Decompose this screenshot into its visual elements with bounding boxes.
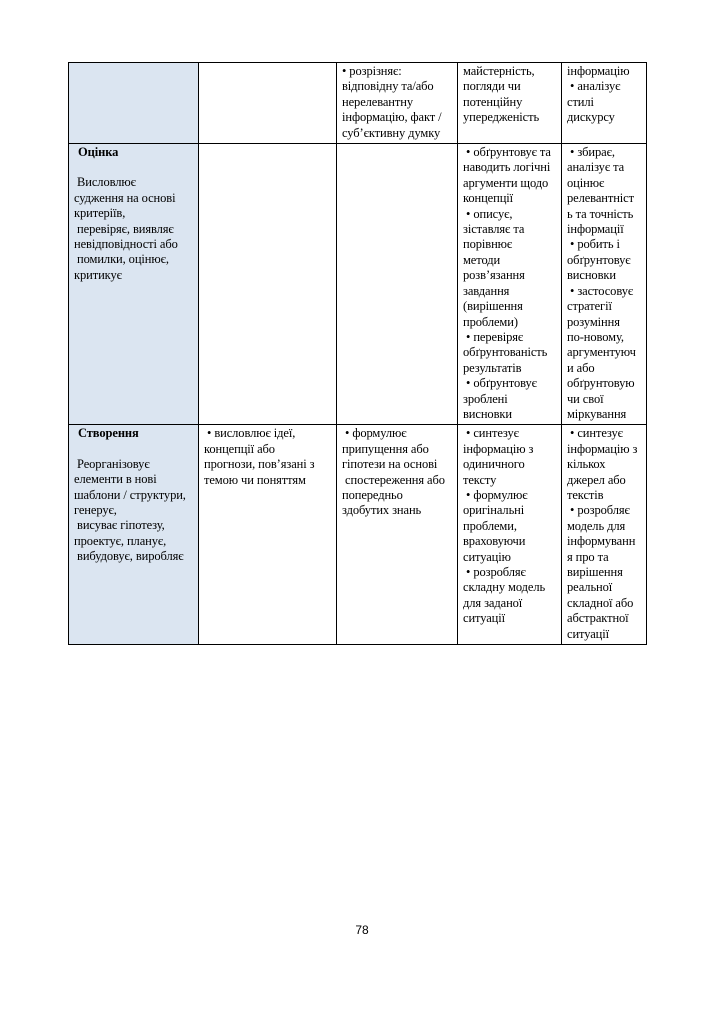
table-cell (199, 63, 337, 144)
cell-text-line: складної або (567, 595, 634, 610)
cell-text-line: (вирішення (463, 299, 523, 314)
cell-text-line: стилі (567, 94, 594, 109)
cell-text-line: • обґрунтовує (463, 376, 537, 391)
table-cell (458, 63, 562, 144)
cell-text-line: здобутих знань (342, 503, 422, 518)
cell-text-line: інформацію з (567, 441, 638, 456)
cell-text-line: абстрактної (567, 611, 629, 626)
page-number: 78 (355, 923, 369, 937)
cell-text-line: • синтезує (463, 426, 519, 441)
category-cell (69, 63, 199, 144)
cell-text-line: ь та точність (567, 206, 634, 221)
cell-text-line: по-новому, (567, 329, 624, 344)
cell-text-line: аналізує та (567, 160, 625, 175)
cell-text-line: розуміння (567, 314, 620, 329)
table-cell (562, 425, 647, 645)
cell-text-line: складну модель (463, 580, 546, 595)
cell-text-line: упередженість (463, 110, 540, 125)
cell-text-line: гіпотези на основі (342, 457, 438, 472)
cell-text-line: обґрунтовує (567, 252, 631, 267)
cell-text-line: стратегії (567, 299, 612, 314)
table-cell (337, 144, 458, 425)
cell-text-line: відповідну та/або (342, 79, 434, 94)
cell-text-line: ситуації (567, 626, 610, 641)
cell-text-line: • описує, (463, 206, 513, 221)
cell-text-line: • розрізняє: (342, 64, 402, 78)
cell-text-line: аргументи щодо (463, 175, 549, 190)
cell-text-line: обґрунтованість (463, 345, 548, 360)
cell-text-line: • формулює (342, 426, 407, 441)
cell-text-line: концепції або (204, 441, 275, 456)
cell-text-line: обґрунтовую (567, 376, 635, 391)
cell-text-line: и або (567, 360, 595, 375)
cell-text-line: інформацію (567, 64, 630, 78)
cell-text-line: спостереження або (342, 472, 445, 487)
cell-text-line: текстів (567, 487, 604, 502)
category-description-line: перевіряє, виявляє (74, 221, 174, 236)
cell-text-line: • робить і (567, 237, 620, 252)
cell-text-line: прогнози, пов’язані з (204, 457, 315, 472)
table-cell (199, 144, 337, 425)
cell-text-line: інформацію з (463, 441, 534, 456)
cell-text-line: аргументуюч (567, 345, 636, 360)
cell-text-line: міркування (567, 406, 627, 421)
table-row (69, 425, 647, 645)
cell-text-line: вирішення (567, 565, 623, 579)
cell-text-line: • обґрунтовує та (463, 145, 551, 160)
cell-text-line: релевантніст (567, 191, 634, 206)
table-row (69, 144, 647, 425)
cell-text-line: для заданої (463, 595, 523, 610)
cell-text-line: висновки (567, 268, 616, 283)
category-description-line: судження на основі (74, 190, 176, 205)
category-description-line: генерує, (74, 502, 117, 517)
category-title: Створення (78, 426, 139, 441)
cell-text-line: чи свої (567, 391, 604, 406)
table-cell (199, 425, 337, 645)
cell-text-line: нерелевантну (342, 94, 413, 109)
category-title: Оцінка (78, 145, 119, 160)
cell-text-line: висновки (463, 406, 512, 421)
category-description-line: невідповідності або (74, 237, 178, 252)
cell-text-line: • збирає, (567, 145, 615, 160)
category-description-line: Висловлює (74, 175, 136, 190)
cell-text-line: • розробляє (567, 503, 630, 518)
cell-text-line: зроблені (463, 391, 508, 406)
cell-text-line: зіставляє та (463, 222, 525, 237)
cell-text-line: ситуацію (463, 549, 511, 564)
cell-text-line: потенційну (463, 94, 523, 109)
cell-text-line: оригінальні (463, 503, 525, 518)
cell-text-line: майстерність, (463, 64, 535, 78)
table-row (69, 63, 647, 144)
cell-text-line: • синтезує (567, 426, 623, 441)
cell-text-line: порівнює (463, 237, 513, 252)
cell-text-line: припущення або (342, 441, 429, 456)
table-cell (458, 144, 562, 425)
table-cell (337, 63, 458, 144)
category-description-line: висуває гіпотезу, (74, 518, 165, 533)
cell-text-line: • перевіряє (463, 329, 524, 344)
bloom-taxonomy-table (68, 62, 647, 645)
cell-text-line: • формулює (463, 487, 528, 502)
cell-text-line: дискурсу (567, 110, 615, 125)
cell-text-line: розв’язання (463, 268, 525, 283)
cell-text-line: кількох (567, 457, 606, 472)
cell-text-line: • висловлює ідеї, (204, 426, 296, 441)
category-description-line: помилки, оцінює, (74, 252, 169, 267)
cell-text-line: оцінює (567, 175, 605, 190)
category-description-line: шаблони / структури, (74, 487, 186, 502)
cell-text-line: тексту (463, 472, 497, 487)
cell-text-line: модель для (567, 518, 626, 533)
cell-text-line: методи (463, 252, 501, 267)
cell-text-line: я про та (567, 549, 609, 564)
category-description-line: критикує (74, 267, 122, 282)
category-description-line: вибудовує, виробляє (74, 549, 184, 564)
cell-text-line: джерел або (567, 472, 626, 487)
cell-text-line: результатів (463, 360, 522, 375)
cell-text-line: інформації (567, 222, 624, 237)
cell-text-line: реальної (567, 580, 613, 595)
cell-text-line: суб’єктивну думку (342, 125, 441, 140)
category-description-line: елементи в нові (74, 472, 157, 487)
cell-text-line: • аналізує (567, 79, 621, 94)
cell-text-line: ситуації (463, 611, 506, 626)
cell-text-line: завдання (463, 283, 510, 298)
cell-text-line: інформуванн (567, 534, 636, 549)
cell-text-line: • застосовує (567, 283, 634, 298)
category-cell (69, 425, 199, 645)
table-cell (562, 144, 647, 425)
category-description-line: критеріїв, (74, 206, 126, 221)
category-cell (69, 144, 199, 425)
cell-text-line: погляди чи (463, 79, 521, 94)
cell-text-line: наводить логічні (463, 160, 551, 175)
cell-text-line: попередньо (342, 487, 403, 502)
table-cell (562, 63, 647, 144)
cell-text-line: враховуючи (463, 534, 526, 549)
category-description-line: проектує, планує, (74, 533, 167, 548)
cell-text-line: проблеми) (463, 314, 518, 329)
cell-text-line: • розробляє (463, 565, 526, 579)
cell-text-line: одиничного (463, 457, 525, 472)
cell-text-line: інформацію, факт / (342, 110, 442, 125)
table-cell (337, 425, 458, 645)
category-description-line: Реорганізовує (74, 456, 150, 471)
cell-text-line: проблеми, (463, 518, 517, 533)
cell-text-line: темою чи поняттям (204, 472, 306, 487)
cell-text-line: концепції (463, 191, 514, 206)
table-cell (458, 425, 562, 645)
